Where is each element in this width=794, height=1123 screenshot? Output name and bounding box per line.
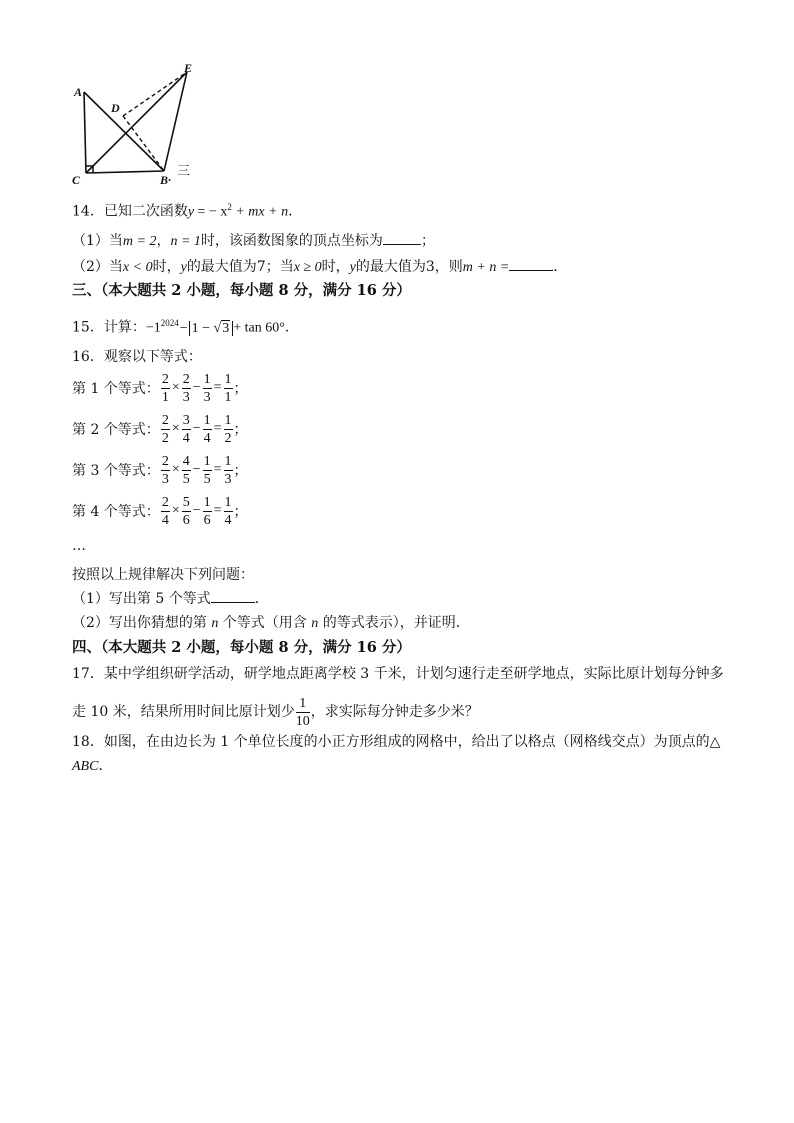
section-3-heading: 三、（本大题共 2 小题，每小题 8 分，满分 16 分） [72,282,411,299]
segment-cb [86,171,164,173]
q14-stem: 14．已知二次函数y = − $x^2$ + mx + n． [72,202,303,220]
fraction: $\frac{1}{6}$ [203,494,211,528]
fraction: $\frac{3}{4}$ [182,412,190,446]
segment-be [164,72,187,171]
fraction: $\frac{1}{3}$ [203,371,211,405]
equation-label: 第 4 个等式： [72,504,160,520]
fraction: $\frac{1}{4}$ [224,494,232,528]
fraction: $\frac{2}{4}$ [161,494,169,528]
q15-stem: 15．计算：$-1^{2024}- 1 - √3 + \tan 60^\circ$． [72,318,299,336]
answer-blank[interactable] [383,232,421,245]
fraction: $\frac{1}{4}$ [203,412,211,446]
fraction: $\frac{5}{6}$ [182,494,190,528]
label-mark: 三 [177,164,191,179]
fraction: $\frac{2}{1}$ [161,371,169,405]
label-d: D [111,101,120,115]
equation-label: 第 1 个等式： [72,381,160,397]
segment-ab [84,92,164,171]
answer-blank[interactable] [211,590,255,603]
label-b: B· [160,173,172,186]
section-4-heading: 四、（本大题共 2 小题，每小题 8 分，满分 16 分） [72,639,411,656]
equation-label: 第 2 个等式： [72,422,160,438]
fraction: $\frac{2}{3}$ [161,453,169,487]
fraction: $\frac{2}{2}$ [161,412,169,446]
label-e: E [184,61,193,75]
fraction: $\frac{4}{5}$ [182,453,190,487]
q17-line2: 走 10 米，结果所用时间比原计划少 $\frac{1}{10}$ ，求实际每分钟走多少米？ [72,695,479,729]
label-a: A [74,85,83,99]
q16-instruction: 按照以上规律解决下列问题： [72,567,254,583]
q18-line1: 18．如图，在由边长为 1 个单位长度的小正方形组成的网格中，给出了以格点（网格线交点）为顶点的△ [72,734,721,750]
q16-equation-row: 第 4 个等式： $\frac{2}{4}$ × $\frac{5}{6}$ − $\frac{1}{6}$ = $\frac{1}{4}$ ； [72,494,248,528]
q14-part2: （2）当x < 0时，y的最大值为7；当x ≥ 0时，y的最大值为3，则m + n = ． [72,259,568,275]
geometry-figure [66,56,216,186]
fraction: $\frac{2}{3}$ [182,371,190,405]
q16-equation-row: 第 1 个等式： $\frac{2}{1}$ × $\frac{2}{3}$ − $\frac{1}{3}$ = $\frac{1}{1}$ ； [72,371,248,405]
equation-label: 第 3 个等式： [72,463,160,479]
fraction: $\frac{1}{3}$ [224,453,232,487]
segment-ce [86,72,187,173]
q17-line1: 17．某中学组织研学活动，研学地点距离学校 3 千米，计划匀速行走至研学地点，实际比原计划每分钟多 [72,666,724,682]
label-c: C [72,173,81,186]
fraction: $\frac{1}{10}$ [295,695,310,729]
q16-equation-row: 第 2 个等式： $\frac{2}{2}$ × $\frac{3}{4}$ − $\frac{1}{4}$ = $\frac{1}{2}$ ； [72,412,248,446]
q18-line2: ABC． [72,758,113,774]
segment-ac [84,92,86,173]
segment-db-dashed [123,116,164,171]
q16-equation-row: 第 3 个等式： $\frac{2}{3}$ × $\frac{4}{5}$ − $\frac{1}{5}$ = $\frac{1}{3}$ ； [72,453,248,487]
fraction: $\frac{1}{2}$ [224,412,232,446]
fraction: $\frac{1}{1}$ [224,371,232,405]
q16-ellipsis: … [72,538,86,554]
q16-stem: 16．观察以下等式： [72,349,202,365]
answer-blank[interactable] [509,258,553,271]
q16-part1: （1）写出第 5 个等式 ． [72,591,269,607]
fraction: $\frac{1}{5}$ [203,453,211,487]
segment-de-dashed [123,72,187,116]
q14-part1: （1）当m = 2，n = 1时，该函数图象的顶点坐标为 ； [72,233,435,249]
q16-part2: （2）写出你猜想的第 n 个等式（用含 n 的等式表示），并证明． [72,615,470,631]
